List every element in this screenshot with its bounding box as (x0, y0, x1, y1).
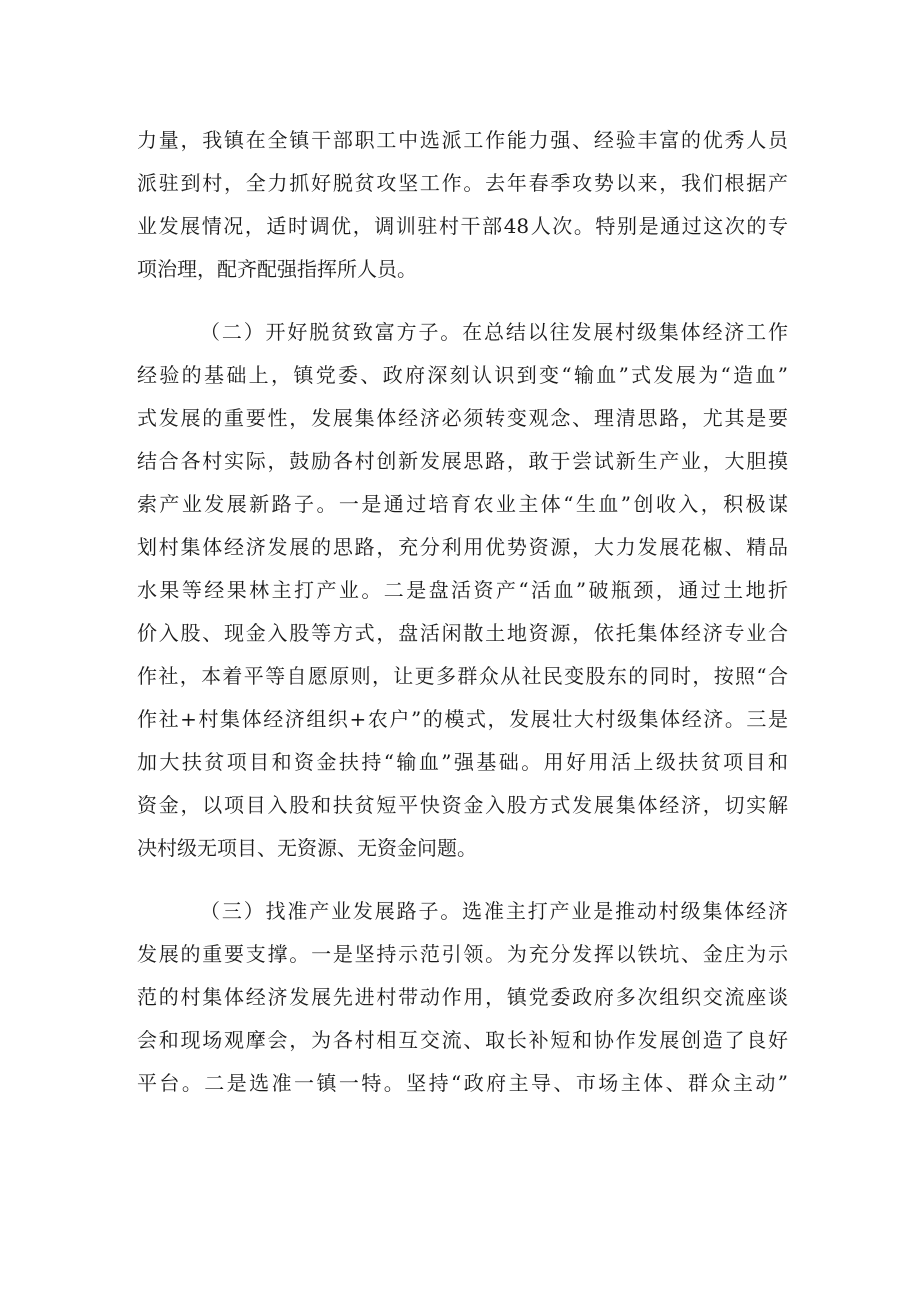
text-line: 力量，我镇在全镇干部职工中选派工作能力强、经验丰富的优秀人员 (137, 128, 788, 152)
text-line: 水果等经果林主打产业。二是盘活资产“活血”破瓶颈，通过土地折 (137, 578, 788, 602)
text-line: 项治理，配齐配强指挥所人员。 (137, 257, 417, 281)
text-line: 会和现场观摩会，为各村相互交流、取长补短和协作发展创造了良好 (137, 1028, 788, 1052)
text-line: 决村级无项目、无资源、无资金问题。 (137, 836, 477, 860)
text-line: 划村集体经济发展的思路，充分利用优势资源，大力发展花椒、精品 (137, 535, 788, 559)
text-line: 资金，以项目入股和扶贫短平快资金入股方式发展集体经济，切实解 (137, 793, 788, 817)
text-line: 经验的基础上，镇党委、政府深刻认识到变“输血”式发展为“造血” (137, 363, 788, 387)
text-line: 平台。二是选准一镇一特。坚持“政府主导、市场主体、群众主动” (137, 1071, 788, 1095)
paragraph-heading-line: （二）开好脱贫致富方子。在总结以往发展村级集体经济工作 (200, 320, 788, 344)
text-line: 作社，本着平等自愿原则，让更多群众从社民变股东的同时，按照“合 (137, 664, 788, 688)
text-line: 式发展的重要性，发展集体经济必须转变观念、理清思路，尤其是要 (137, 406, 788, 430)
text-line: 派驻到村，全力抓好脱贫攻坚工作。去年春季攻势以来，我们根据产 (137, 171, 788, 195)
text-line: 作社+村集体经济组织+农户”的模式，发展壮大村级集体经济。三是 (137, 707, 788, 731)
text-line: 发展的重要支撑。一是坚持示范引领。为充分发挥以铁坑、金庄为示 (137, 942, 788, 966)
text-line: 索产业发展新路子。一是通过培育农业主体“生血”创收入，积极谋 (137, 492, 788, 516)
text-line: 业发展情况，适时调优，调训驻村干部48人次。特别是通过这次的专 (137, 214, 788, 238)
paragraph-heading-line: （三）找准产业发展路子。选准主打产业是推动村级集体经济 (200, 899, 788, 923)
text-line: 结合各村实际，鼓励各村创新发展思路，敢于尝试新生产业，大胆摸 (137, 449, 788, 473)
text-line: 加大扶贫项目和资金扶持“输血”强基础。用好用活上级扶贫项目和 (137, 750, 788, 774)
text-line: 范的村集体经济发展先进村带动作用，镇党委政府多次组织交流座谈 (137, 985, 788, 1009)
text-line: 价入股、现金入股等方式，盘活闲散土地资源，依托集体经济专业合 (137, 621, 788, 645)
